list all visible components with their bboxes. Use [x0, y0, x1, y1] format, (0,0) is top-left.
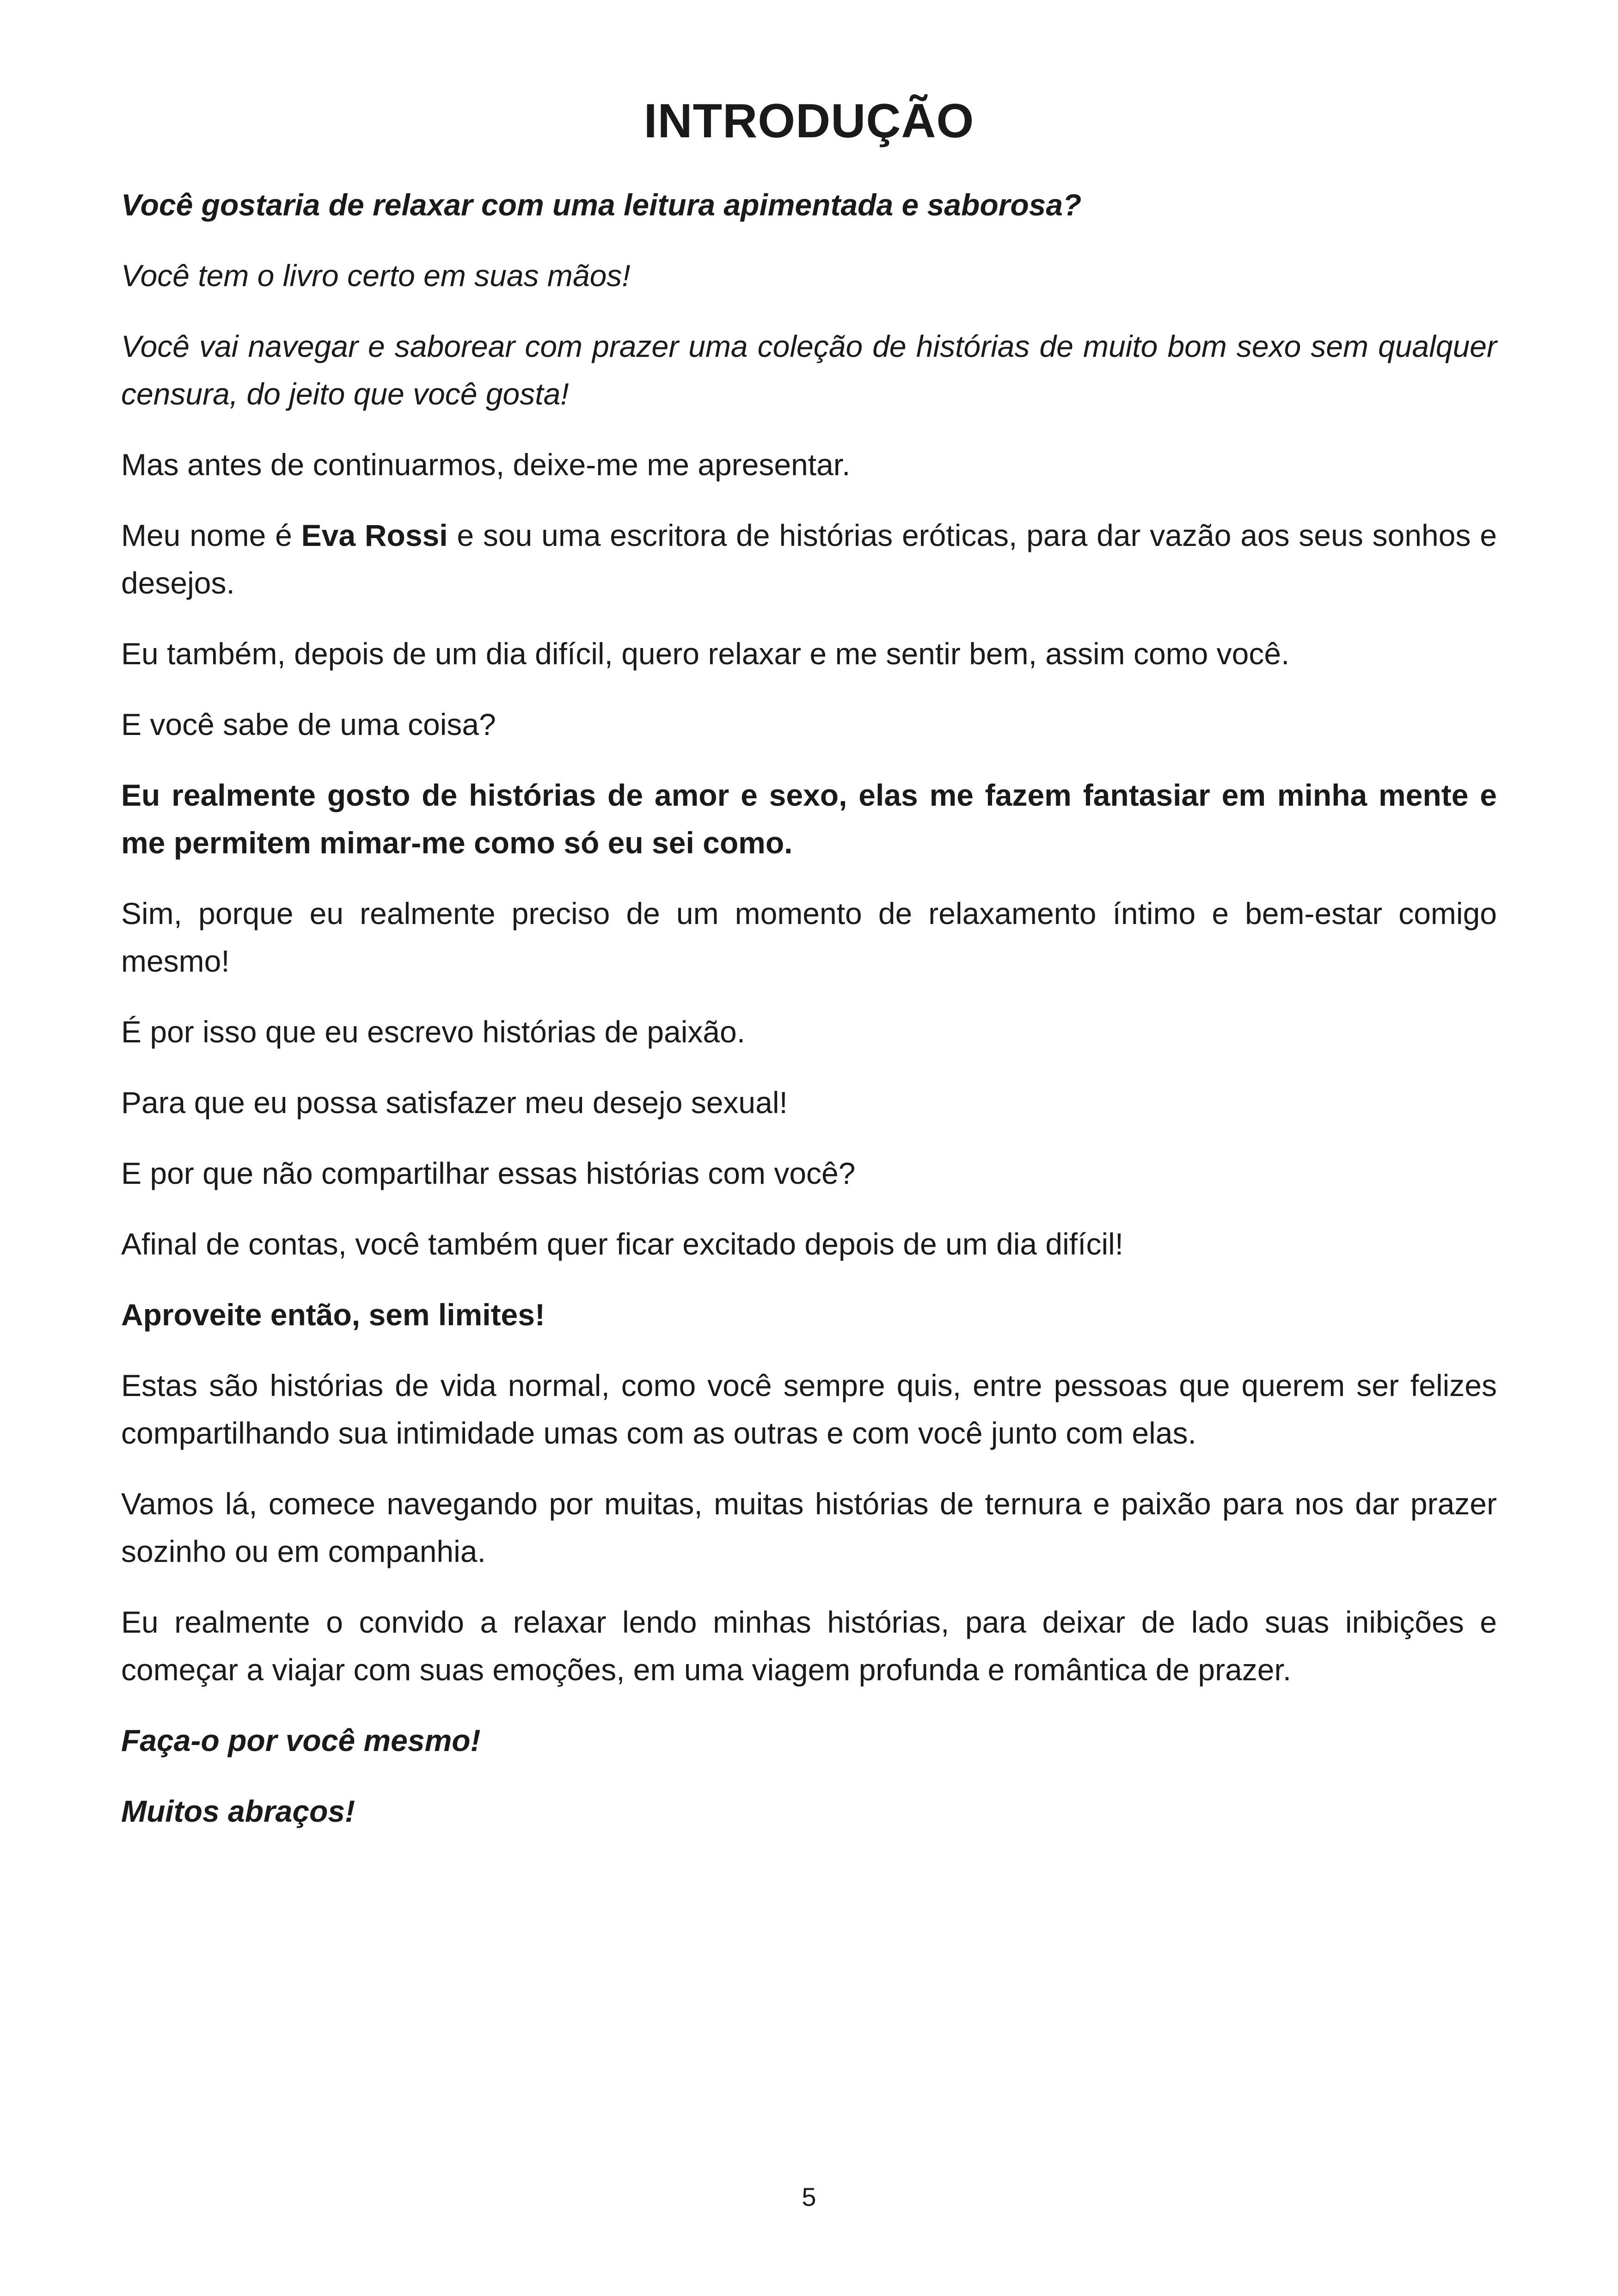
paragraph-5-before: Meu nome é [121, 518, 301, 552]
paragraph-16: Vamos lá, comece navegando por muitas, muitas histórias de ternura e paixão para nos dar prazer sozinho ou em companhia. [121, 1487, 1497, 1568]
paragraph-5-after: e sou uma escritora de histórias eróticas, para dar vazão aos seus sonhos e desejos. [121, 518, 1497, 600]
paragraph-12: E por que não compartilhar essas histórias com você? [121, 1156, 856, 1190]
paragraph-13: Afinal de contas, você também quer ficar excitado depois de um dia difícil! [121, 1227, 1124, 1261]
paragraph-7: E você sabe de uma coisa? [121, 707, 496, 741]
paragraph-18: Faça-o por você mesmo! [121, 1723, 481, 1757]
paragraph-17: Eu realmente o convido a relaxar lendo minhas histórias, para deixar de lado suas inibições e começar a viajar com suas emoções, em uma viagem profunda e romântica de prazer. [121, 1605, 1497, 1687]
paragraph-5 [121, 512, 1497, 607]
paragraph-1: Você gostaria de relaxar com uma leitura apimentada e saborosa? [121, 188, 1082, 222]
paragraph-6: Eu também, depois de um dia difícil, quero relaxar e me sentir bem, assim como você. [121, 637, 1290, 671]
author-name: Eva Rossi [301, 518, 448, 552]
page-title-text: INTRODUÇÃO [644, 94, 974, 148]
paragraph-14: Aproveite então, sem limites! [121, 1298, 545, 1332]
paragraph-2: Você tem o livro certo em suas mãos! [121, 258, 631, 293]
document-page [121, 88, 1497, 1858]
paragraph-11: Para que eu possa satisfazer meu desejo sexual! [121, 1085, 788, 1120]
paragraph-8: Eu realmente gosto de histórias de amor e sexo, elas me fazem fantasiar em minha mente e me permitem mimar-me como só eu sei como. [121, 778, 1497, 860]
paragraph-19: Muitos abraços! [121, 1794, 355, 1828]
paragraph-15: Estas são histórias de vida normal, como você sempre quis, entre pessoas que querem ser felizes compartilhando sua intimidade umas com as outras e com você junto com elas. [121, 1368, 1497, 1450]
page-title [121, 94, 1497, 148]
paragraph-9: Sim, porque eu realmente preciso de um momento de relaxamento íntimo e bem-estar comigo mesmo! [121, 896, 1497, 978]
paragraph-10: É por isso que eu escrevo histórias de paixão. [121, 1015, 746, 1049]
paragraph-3: Você vai navegar e saborear com prazer uma coleção de histórias de muito bom sexo sem qualquer censura, do jeito que você gosta! [121, 329, 1497, 411]
paragraph-4: Mas antes de continuarmos, deixe-me me apresentar. [121, 447, 851, 482]
page-number: 5 [802, 2182, 816, 2211]
